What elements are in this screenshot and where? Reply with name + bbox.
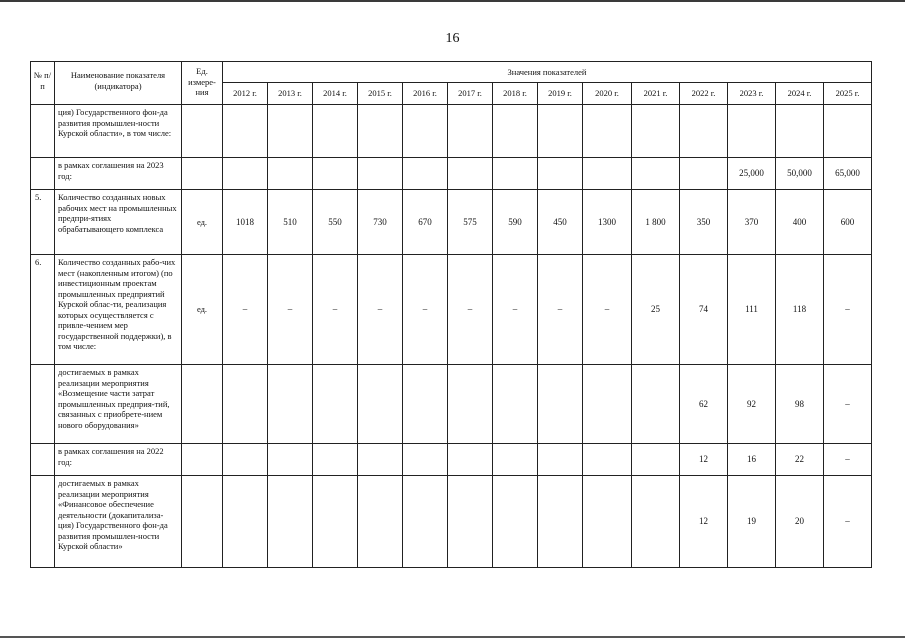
header-year: 2022 г. <box>680 83 728 105</box>
value-cell <box>538 476 583 568</box>
value-cell: 111 <box>728 255 776 365</box>
row-number <box>31 365 55 444</box>
value-cell: – <box>824 255 872 365</box>
row-number <box>31 105 55 158</box>
value-cell: 400 <box>776 190 824 255</box>
header-year: 2017 г. <box>448 83 493 105</box>
indicator-name: ция) Государственного фон-да развития промышлен-ности Курской области», в том числе: <box>55 105 182 158</box>
value-cell: – <box>493 255 538 365</box>
value-cell <box>680 158 728 190</box>
value-cell: 20 <box>776 476 824 568</box>
value-cell <box>632 158 680 190</box>
value-cell <box>680 105 728 158</box>
value-cell <box>583 444 632 476</box>
value-cell <box>268 158 313 190</box>
row-number: 6. <box>31 255 55 365</box>
header-num: № п/п <box>31 62 55 105</box>
value-cell <box>776 105 824 158</box>
table-row <box>31 476 872 568</box>
value-cell: – <box>403 255 448 365</box>
value-cell <box>583 158 632 190</box>
value-cell <box>538 444 583 476</box>
row-number <box>31 158 55 190</box>
header-year: 2021 г. <box>632 83 680 105</box>
header-year: 2018 г. <box>493 83 538 105</box>
value-cell <box>223 105 268 158</box>
page-number: 16 <box>445 31 460 46</box>
page-bottom-edge <box>0 636 905 638</box>
value-cell <box>268 476 313 568</box>
value-cell <box>448 476 493 568</box>
value-cell: 370 <box>728 190 776 255</box>
value-cell <box>358 444 403 476</box>
value-cell <box>403 158 448 190</box>
value-cell <box>448 365 493 444</box>
value-cell <box>403 444 448 476</box>
value-cell <box>448 105 493 158</box>
header-year: 2020 г. <box>583 83 632 105</box>
header-year: 2023 г. <box>728 83 776 105</box>
page-top-edge <box>0 0 905 2</box>
value-cell <box>313 365 358 444</box>
value-cell: 575 <box>448 190 493 255</box>
value-cell <box>448 444 493 476</box>
value-cell <box>268 365 313 444</box>
value-cell: – <box>538 255 583 365</box>
indicator-unit <box>182 105 223 158</box>
value-cell <box>538 105 583 158</box>
value-cell <box>538 365 583 444</box>
value-cell: – <box>358 255 403 365</box>
indicator-name: достигаемых в рамках реализации мероприятия «Возмещение части затрат промышленных предприя-тий, связанных с приобрете-нием нового оборудования» <box>55 365 182 444</box>
value-cell: – <box>448 255 493 365</box>
value-cell: 670 <box>403 190 448 255</box>
value-cell <box>728 105 776 158</box>
indicator-name: Количество созданных новых рабочих мест на промышленных предпри-ятиях обрабатывающего комплекса <box>55 190 182 255</box>
header-year: 2025 г. <box>824 83 872 105</box>
header-year: 2015 г. <box>358 83 403 105</box>
value-cell: 19 <box>728 476 776 568</box>
table-row <box>31 365 872 444</box>
row-number: 5. <box>31 190 55 255</box>
value-cell: 50,000 <box>776 158 824 190</box>
header-year: 2016 г. <box>403 83 448 105</box>
value-cell <box>583 476 632 568</box>
header-year: 2012 г. <box>223 83 268 105</box>
value-cell <box>223 365 268 444</box>
value-cell: – <box>313 255 358 365</box>
value-cell: 1300 <box>583 190 632 255</box>
value-cell: – <box>268 255 313 365</box>
value-cell <box>632 476 680 568</box>
value-cell: 25,000 <box>728 158 776 190</box>
table-row <box>31 255 872 365</box>
value-cell <box>583 365 632 444</box>
indicator-name: в рамках соглашения на 2023 год: <box>55 158 182 190</box>
value-cell: 12 <box>680 476 728 568</box>
indicator-unit <box>182 158 223 190</box>
value-cell <box>358 105 403 158</box>
value-cell <box>358 158 403 190</box>
value-cell: 118 <box>776 255 824 365</box>
value-cell: 450 <box>538 190 583 255</box>
value-cell: 25 <box>632 255 680 365</box>
row-number <box>31 444 55 476</box>
value-cell <box>632 105 680 158</box>
value-cell <box>493 365 538 444</box>
value-cell: 730 <box>358 190 403 255</box>
table-row <box>31 190 872 255</box>
value-cell <box>223 476 268 568</box>
header-year: 2019 г. <box>538 83 583 105</box>
indicator-name: достигаемых в рамках реализации мероприятия «Финансовое обеспечение деятельности (докапитализа-ция) Государственного фон-да развития промышлен-ности Курской области» <box>55 476 182 568</box>
header-year: 2014 г. <box>313 83 358 105</box>
value-cell: 510 <box>268 190 313 255</box>
row-number <box>31 476 55 568</box>
value-cell <box>403 365 448 444</box>
value-cell: 1018 <box>223 190 268 255</box>
value-cell: 62 <box>680 365 728 444</box>
value-cell <box>493 476 538 568</box>
value-cell <box>632 365 680 444</box>
indicator-name: Количество созданных рабо-чих мест (накопленным итогом) (по инвестиционным проектам промышленных предприятий Курской облас-ти, реализация которых осуществляется с привле-чением мер государственной поддержки), в том числе: <box>55 255 182 365</box>
value-cell: 590 <box>493 190 538 255</box>
header-unit: Ед. измере-ния <box>182 62 223 105</box>
header-year: 2024 г. <box>776 83 824 105</box>
value-cell <box>313 158 358 190</box>
value-cell <box>493 105 538 158</box>
value-cell <box>448 158 493 190</box>
table-body <box>31 105 872 568</box>
value-cell: – <box>824 444 872 476</box>
value-cell: 98 <box>776 365 824 444</box>
value-cell: – <box>824 365 872 444</box>
value-cell <box>358 365 403 444</box>
indicator-name: в рамках соглашения на 2022 год: <box>55 444 182 476</box>
indicator-unit <box>182 365 223 444</box>
value-cell <box>223 444 268 476</box>
value-cell: 65,000 <box>824 158 872 190</box>
indicator-unit: ед. <box>182 190 223 255</box>
value-cell <box>313 444 358 476</box>
value-cell <box>358 476 403 568</box>
value-cell: 22 <box>776 444 824 476</box>
value-cell: 12 <box>680 444 728 476</box>
value-cell: 550 <box>313 190 358 255</box>
value-cell <box>313 105 358 158</box>
value-cell: 74 <box>680 255 728 365</box>
value-cell: 600 <box>824 190 872 255</box>
indicator-unit <box>182 444 223 476</box>
indicator-unit: ед. <box>182 255 223 365</box>
table-row <box>31 105 872 158</box>
indicators-table <box>30 61 872 568</box>
value-cell <box>493 158 538 190</box>
table-row <box>31 444 872 476</box>
value-cell <box>403 476 448 568</box>
header-name: Наименование показателя (индикатора) <box>55 62 182 105</box>
indicator-unit <box>182 476 223 568</box>
value-cell <box>583 105 632 158</box>
value-cell: 16 <box>728 444 776 476</box>
value-cell <box>268 444 313 476</box>
value-cell <box>538 158 583 190</box>
value-cell <box>268 105 313 158</box>
value-cell: 350 <box>680 190 728 255</box>
header-values: Значения показателей <box>223 62 872 83</box>
value-cell <box>824 105 872 158</box>
value-cell <box>493 444 538 476</box>
value-cell: – <box>583 255 632 365</box>
value-cell: 92 <box>728 365 776 444</box>
value-cell <box>403 105 448 158</box>
header-year: 2013 г. <box>268 83 313 105</box>
value-cell <box>313 476 358 568</box>
value-cell: – <box>824 476 872 568</box>
value-cell <box>632 444 680 476</box>
value-cell: – <box>223 255 268 365</box>
table-row <box>31 158 872 190</box>
value-cell: 1 800 <box>632 190 680 255</box>
value-cell <box>223 158 268 190</box>
